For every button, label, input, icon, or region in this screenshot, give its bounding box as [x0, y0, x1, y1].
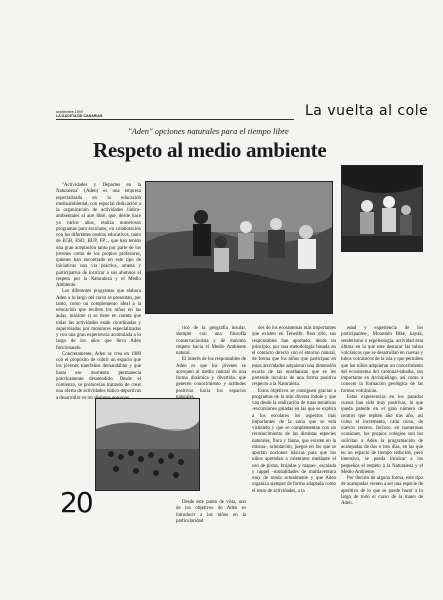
paragraph: edad y experiencia de los participantes-, Mountain Bike, kayak, senderismo o espeleología, actividad esta última en la que este destacar las tubos volcánicos que se desarrollan en cuevas y tubos volcánicos de la isla y que permiten que los niños adquieran un conocimiento del ecosistema del cardonal-tabaiba, tan importante en Archipiélago, así como a conocer la formación geológica de las formas volcánicas. [341, 326, 423, 394]
publication-name: LA GACETA DE CANARIAS [56, 114, 103, 118]
paragraph: Estos objetivos se consiguen gracias a programas de la más diversa índole y que van desde la realización de rutas temáticas -excursiones guiadas en las que se explica a los escolares los aspectos más importantes de la zona que se está visitando y que se complementan con un reconocimiento de las distintas especies naturales, flora y fauna, que existen en la misma-, orientación, juegos en los que se aportan nociones básicas para que los niños aprendan a orientarse mediante el uso de pistas, brújulas y mapas-, escalada y rappel -modalidades de multiaventura muy de moda actualmente y que Aden organiza siempre de forma adaptada como el resto de actividades, a la [252, 388, 336, 494]
paragraph: rico de la geografía insular, siempre con una filosofía conservacionista y de máximo respeto hacia el Medio Ambiente natural. [176, 326, 246, 356]
paragraph: Desde este punto de vista, uno de los objetivos de Aden es introducir a los niños en la particularidad [176, 500, 246, 524]
climbing-group-photo [145, 181, 333, 314]
paragraph: Los diferentes programas que elabora Aden a lo largo del curso se presentan, por tanto, como un complemento ideal a la educación que reciben los niños en las aulas, máxime si se tiene en cuenta que todas las actividades están coordinadas y supervisadas por monitores especializados y con una gran experiencia acumulada a lo largo de los años que lleva Aden funcionando. [56, 289, 141, 351]
paragraph: El interés de los responsables de Aden es que los jóvenes se acerquen al medio natural de una forma dinámica y divertida, que generen conocimiento y actitudes positivas hacia los espacios naturales. [176, 357, 246, 400]
paragraph: Concretamente, Aden se crea en 1989 con el propósito de cubrir un espacio que los jóvenes tinerfeños demandaban y que hasta ese momento permanecía prácticamente desatendido. Desde el comienzo, se promovían tratando de crear una oferta de actividades lúdico-deportivas a desarrollar en los distintos entornos [56, 351, 141, 401]
paragraph: des de los ecosistemas más importantes que existen en Tenerife. Para ello, sus responsables han aportado, desde un principio, por una metodología basada en el contacto directo con el entorno natural, de forma que los niños que participan en estas actividades adquieran una dimensión exacta de las enseñanzas que se les pretende inculcar de una forma positiva respecto a la Naturaleza. [252, 326, 336, 388]
paragraph: Estas experiencias en los pasados cursos han sido muy positivas, lo que queda patente en el gran número de centros que repiten año tras año, así como el incremento, cada curso, de nuevos centros. Incluso, en numerosas ocasiones, los propios colegios son los solicitan a Aden la programación de acampadas de dos o tres días, en las que en un espacio de tiempo reducido, pero intensivo, se pueda inculcar a los pequeños el respeto a la Naturaleza y el Medio Ambiente. [341, 394, 423, 475]
issue-date: septiembre,1999 [56, 110, 83, 114]
article-column-1 [56, 183, 141, 401]
article-column-3 [252, 326, 336, 526]
page-number: 20 [60, 486, 92, 519]
paragraph: Por decirlo de alguna forma, este tipo de acampadas vienen a ser una especie de aperitivo de lo que se puede hacer a lo largo de todo el curso de la mano de Aden. [341, 476, 423, 506]
article-headline: Respeto al medio ambiente [93, 138, 327, 162]
paragraph: "Actividades y Deportes en la Naturaleza" (Aden) es una empresa especializada en la educación medioambiental, con especial dedicación a la organización de actividades lúdico-ambientales al aire libre, que, desde hace ya varios años, realiza numerosos programas para escolares, en colaboración con los diferentes centros educativos, tanto de EGB, ESO, BUP, FP..., que han tenido una gran aceptación tanto por parte de los jóvenes como de los propios profesores, quienes han encontrado en este tipo de iniciativas una vía práctica, amena y participativa de inculcar a sus alumnos el respeto por la Naturaleza y el Medio Ambiente. [56, 183, 141, 288]
article-column-4 [341, 326, 423, 526]
article-kicker: "Aden" opciones naturales para el tiempo libre [128, 126, 289, 136]
section-title: La vuelta al cole [305, 103, 429, 119]
header-rule [56, 119, 294, 120]
landscape-group-photo [95, 398, 200, 491]
article-column-2 [176, 326, 246, 400]
article-column-2-continued [176, 500, 246, 522]
cave-group-photo [341, 165, 423, 252]
